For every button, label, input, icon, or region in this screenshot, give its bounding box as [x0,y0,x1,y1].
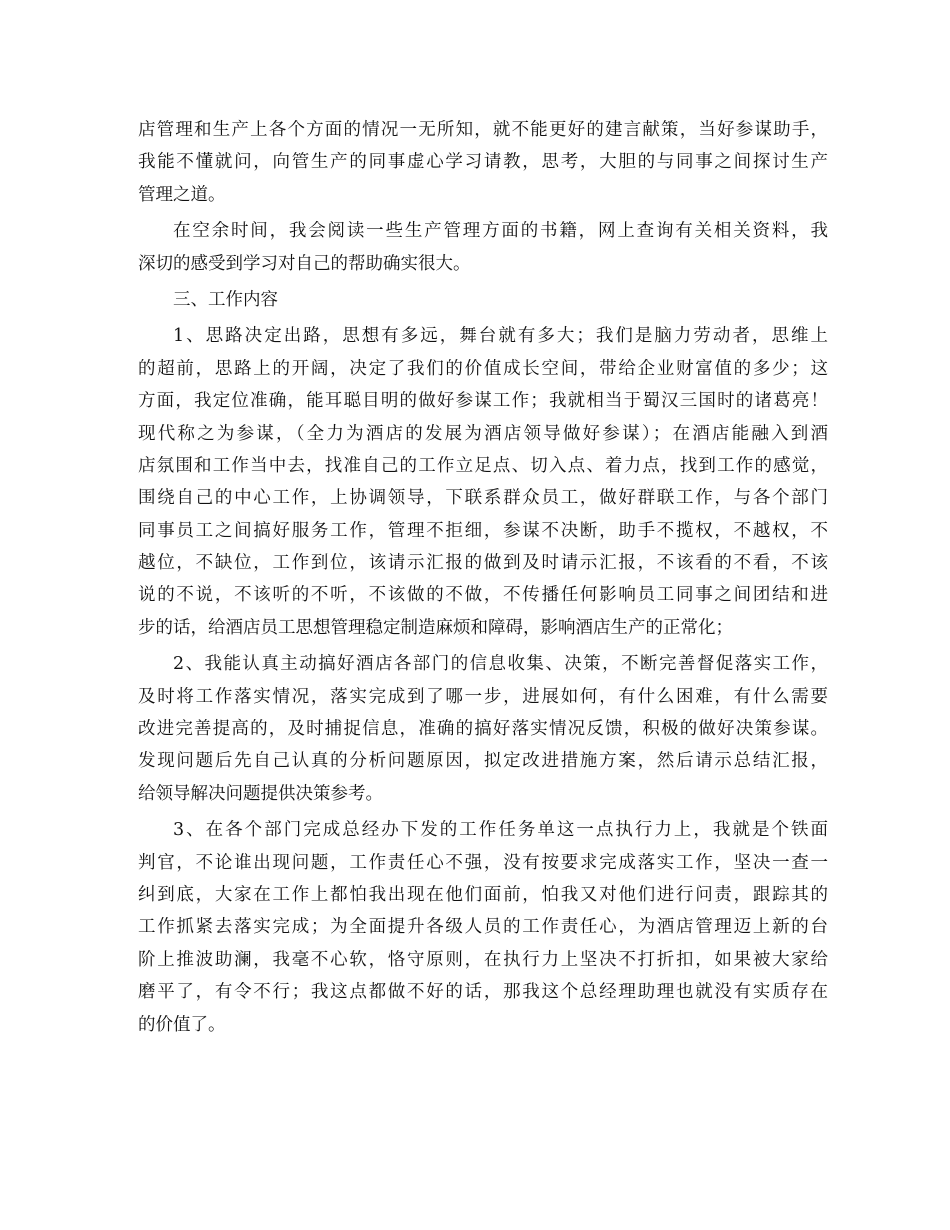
text-line: 3、在各个部门完成总经办下发的工作任务单这一点执行力上，我就是个铁面 [173,820,828,841]
text-line: 发现问题后先自己认真的分析问题原因，拟定改进措施方案，然后请示总结汇报， [138,751,828,772]
text-line: 2、我能认真主动搞好酒店各部门的信息收集、决策，不断完善督促落实工作， [173,654,828,675]
text-line: 步的话，给酒店员工思想管理稳定制造麻烦和障碍，影响酒店生产的正常化； [138,617,733,638]
text-line: 改进完善提高的，及时捕捉信息，准确的搞好落实情况反馈，积极的做好决策参谋。 [138,719,828,740]
text-line: 的超前，思路上的开阔，决定了我们的价值成长空间，带给企业财富值的多少；这 [138,358,828,379]
text-line: 的价值了。 [138,1014,226,1035]
text-line: 在空余时间，我会阅读一些生产管理方面的书籍，网上查询有关相关资料，我 [173,221,828,242]
text-line: 管理之道。 [138,184,226,205]
text-line: 纠到底，大家在工作上都怕我出现在他们面前，怕我又对他们进行问责，跟踪其的 [138,884,828,905]
text-line: 判官，不论谁出现问题，工作责任心不强，没有按要求完成落实工作，坚决一查一 [138,852,828,873]
document-body [138,114,828,1041]
text-line: 工作抓紧去落实完成；为全面提升各级人员的工作责任心，为酒店管理迈上新的台 [138,917,828,938]
text-line: 给领导解决问题提供决策参考。 [138,783,383,804]
text-line: 我能不懂就问，向管生产的同事虚心学习请教，思考，大胆的与同事之间探讨生产 [138,152,828,173]
text-line: 阶上推波助澜，我毫不心软，恪守原则，在执行力上坚决不打折扣，如果被大家给 [138,949,828,970]
text-line: 店氛围和工作当中去，找准自己的工作立足点、切入点、着力点，找到工作的感觉， [138,455,828,476]
text-line: 说的不说，不该听的不听，不该做的不做，不传播任何影响员工同事之间团结和进 [138,585,828,606]
text-line: 围绕自己的中心工作，上协调领导，下联系群众员工，做好群联工作，与各个部门 [138,488,828,509]
text-line: 方面，我定位准确，能耳聪目明的做好参谋工作；我就相当于蜀汉三国时的诸葛亮！ [138,391,828,412]
text-line: 三、工作内容 [173,289,278,310]
text-line: 越位，不缺位，工作到位，该请示汇报的做到及时请示汇报，不该看的不看，不该 [138,553,828,574]
text-line: 1、思路决定出路，思想有多远，舞台就有多大；我们是脑力劳动者，思维上 [173,326,828,347]
text-line: 店管理和生产上各个方面的情况一无所知，就不能更好的建言献策，当好参谋助手， [138,120,828,140]
text-line: 现代称之为参谋，（全力为酒店的发展为酒店领导做好参谋）；在酒店能融入到酒 [138,423,828,444]
text-line: 同事员工之间搞好服务工作，管理不拒细，参谋不决断，助手不揽权，不越权，不 [138,520,828,541]
text-line: 及时将工作落实情况，落实完成到了哪一步，进展如何，有什么困难，有什么需要 [138,686,828,707]
text-line: 深切的感受到学习对自己的帮助确实很大。 [138,253,471,274]
text-line: 磨平了，有令不行；我这点都做不好的话，那我这个总经理助理也就没有实质存在 [138,982,828,1003]
